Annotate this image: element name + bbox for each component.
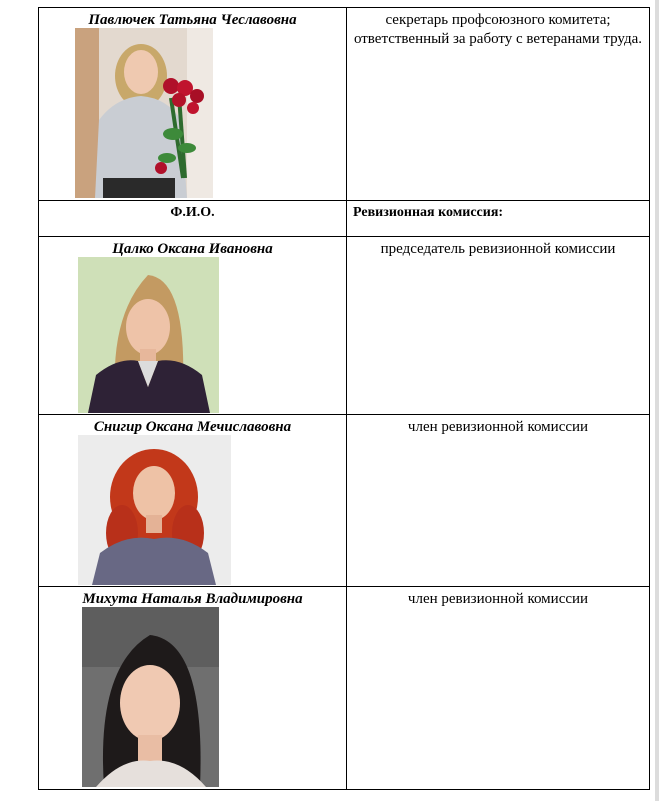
person-photo [78, 257, 219, 413]
person-photo [78, 435, 231, 585]
table-row [39, 8, 650, 201]
table-row [39, 415, 650, 587]
header-fio: Ф.И.О. [170, 205, 215, 220]
person-role: член ревизионной комиссии [407, 419, 589, 435]
person-role: председатель ревизионной комиссии [380, 241, 616, 257]
name-cell [39, 415, 347, 587]
name-cell [39, 587, 347, 790]
table-row [39, 587, 650, 790]
staff-table [38, 7, 650, 790]
person-name: Цалко Оксана Ивановна [112, 241, 273, 257]
header-cell-left [39, 201, 347, 237]
person-name: Павлючек Татьяна Чеславовна [88, 12, 297, 28]
header-revision-commission: Ревизионная комиссия: [353, 205, 504, 220]
role-cell [347, 415, 650, 587]
table-row [39, 237, 650, 415]
person-photo [75, 28, 213, 198]
person-photo [82, 607, 219, 787]
person-role: секретарь профсоюзного комитета; ответственный за работу с ветеранами труда. [353, 12, 643, 47]
name-cell [39, 237, 347, 415]
role-cell [347, 237, 650, 415]
person-role: член ревизионной комиссии [407, 591, 589, 607]
name-cell [39, 8, 347, 201]
header-cell-right [347, 201, 650, 237]
table-header-row [39, 201, 650, 237]
person-name: Снигир Оксана Мечиславовна [93, 419, 292, 435]
person-name: Михута Наталья Владимировна [82, 591, 303, 607]
role-cell [347, 8, 650, 201]
role-cell [347, 587, 650, 790]
